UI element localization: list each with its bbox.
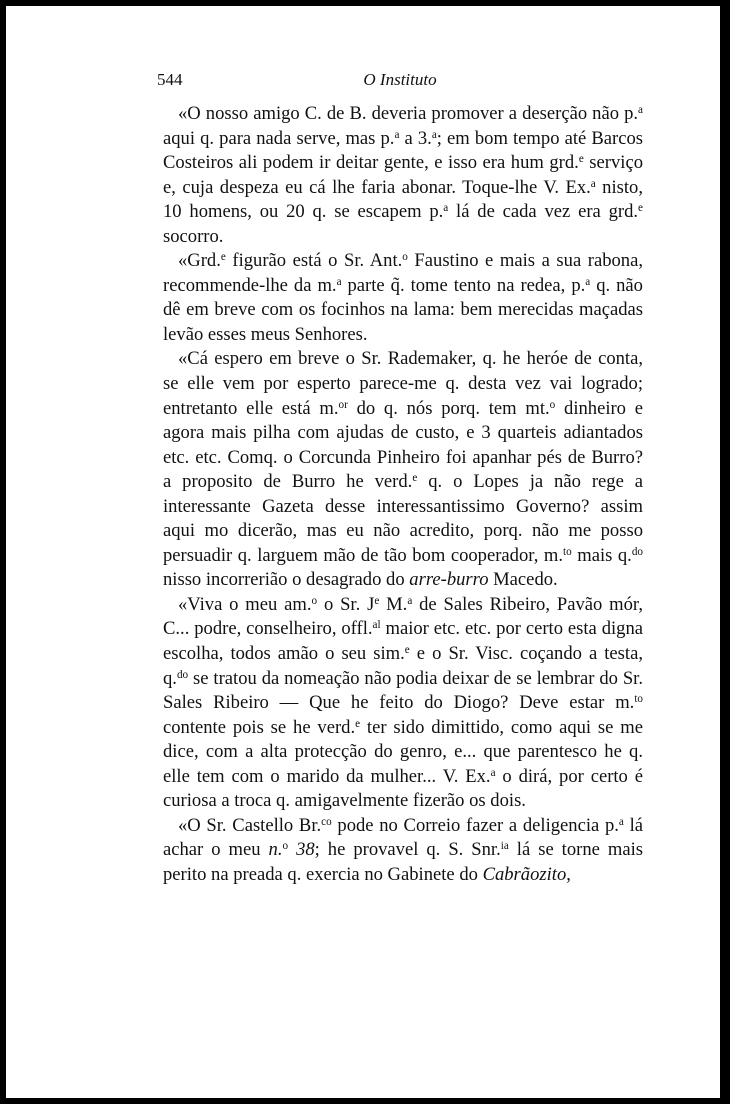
abbrev-superscript: e [220,251,226,264]
text-run: lá de cada vez era grd. [448,201,639,223]
page [6,6,720,1098]
paragraph [163,814,643,888]
abbrev-superscript: o [549,398,556,411]
abbrev-superscript: or [338,398,348,411]
text-run: o Sr. J [317,593,375,615]
text-run: a 3. [399,127,432,149]
abbrev-superscript: co [321,815,332,828]
paragraph [163,347,643,592]
text-run: se tratou da nomeação não podia deixar de se lembrar do Sr. Sales Ribeiro — Que he feito do Diogo? Deve estar m. [163,667,643,714]
text-run: «O Sr. Castello Br. [178,814,322,836]
text-run [288,839,296,860]
text-run: dinheiro e agora mais pilha com ajudas de custo, e 3 quarteis adiantados etc. etc. Comq. o Corcunda Pinheiro foi apanhar pés de Burro? a proposito de Burro he verd. [163,397,644,493]
text-run: socorro. [163,225,224,247]
text-run: Faustino e mais a sua rabona, recommende-lhe da m. [163,250,644,296]
abbrev-superscript: to [634,693,643,705]
page-number: 544 [157,70,183,89]
running-header [157,70,643,92]
abbrev-superscript: a [336,275,342,288]
text-run: o dirá, por certo é curiosa a troca q. amigavelmente fizerão os dois. [163,765,643,812]
text-run: ; he provavel q. S. Snr. [314,839,501,861]
abbrev-superscript: o [282,840,289,853]
text-run: Macedo. [488,569,558,591]
abbrev-superscript: e [404,643,410,656]
abbrev-superscript: e [412,472,418,485]
text-run: «Grd. [178,250,221,272]
italic-text: arre-burro [409,569,489,591]
text-run: parte q̃. tome tento na redea, p. [341,274,586,296]
text-run: «O nosso amigo C. de B. deveria promover a deserção não p. [178,103,639,124]
italic-text: 38 [296,839,315,861]
abbrev-superscript: e [578,152,584,165]
abbrev-superscript: a [590,177,596,190]
abbrev-superscript: a [618,815,624,828]
abbrev-superscript: do [176,668,189,681]
running-title: O Instituto [363,70,437,89]
abbrev-superscript: a [490,766,496,779]
abbrev-superscript: a [585,275,591,288]
text-run: nisso incorrerião o desagrado do [163,569,410,591]
abbrev-superscript: a [407,594,413,607]
abbrev-superscript: to [563,545,572,558]
abbrev-superscript: a [431,128,437,141]
text-run: M. [379,593,408,615]
text-run: pode no Correio fazer a deligencia p. [331,814,619,836]
text-run: de Sales Ribeiro, Pavão mór, C... podre, conselheiro, offl. [163,593,643,640]
abbrev-superscript: e [374,594,380,607]
abbrev-superscript: e [355,717,361,730]
abbrev-superscript: a [638,103,643,116]
text-run: ter sido dimittido, como aqui se me dice, com a alta protecção do genro, e... que parentesco he q. elle tem com o marido da mulher... V. Ex. [163,716,643,787]
text-run: , [566,863,571,885]
text-run: lá achar o meu [163,814,643,861]
text-run: serviço e, cuja despeza eu cá lhe faria abonar. Toque-lhe V. Ex. [163,152,643,198]
abbrev-superscript: e [638,202,643,215]
text-run: «Cá espero em breve o Sr. Rademaker, q. he heróe de conta, se elle vem por esperto parece-me q. desta vez vai logrado; entretanto elle está m. [163,348,643,419]
body-text [163,102,643,888]
paragraph [163,593,643,814]
text-run: nisto, 10 homens, ou 20 q. se escapem p. [163,176,643,223]
abbrev-superscript: do [631,545,643,558]
text-run: do q. nós porq. tem mt. [347,397,550,419]
text-run: figurão está o Sr. Ant. [225,250,403,272]
text-run: mais q. [571,544,632,566]
text-run: ; em bom tempo até Barcos Costeiros ali podem ir deitar gente, e isso era hum grd. [163,127,643,174]
paragraph [163,249,643,347]
italic-text: Cabrãozito [482,863,567,885]
text-run: maior etc. etc. por certo esta digna escolha, todos amão o seu sim. [163,618,644,665]
paragraph [163,102,643,249]
abbrev-superscript: o [311,594,318,607]
abbrev-superscript: ia [500,840,509,853]
abbrev-superscript: o [402,251,408,264]
text-run: aqui q. para nada serve, mas p. [163,127,395,149]
abbrev-superscript: a [443,202,449,215]
text-run: q. o Lopes ja não rege a interessante Gazeta desse interessantissimo Governo? assim aqui mo dicerão, mas eu não acredito, porq. não me posso persuadir q. larguem mão de tão bom cooperador, m. [163,471,644,566]
text-run: e o Sr. Visc. coçando a testa, q. [163,643,643,689]
text-run: «Viva o meu am. [178,593,312,615]
italic-text: n. [268,839,283,861]
abbrev-superscript: al [372,619,381,632]
text-run: contente pois se he verd. [163,716,356,738]
text-run: lá se torne mais perito na preada q. exercia no Gabinete do [163,839,643,885]
abbrev-superscript: a [394,128,400,141]
text-run: q. não dê em breve com os focinhos na lama: bem merecidas maçadas levão esses meus Senhores. [163,274,643,345]
